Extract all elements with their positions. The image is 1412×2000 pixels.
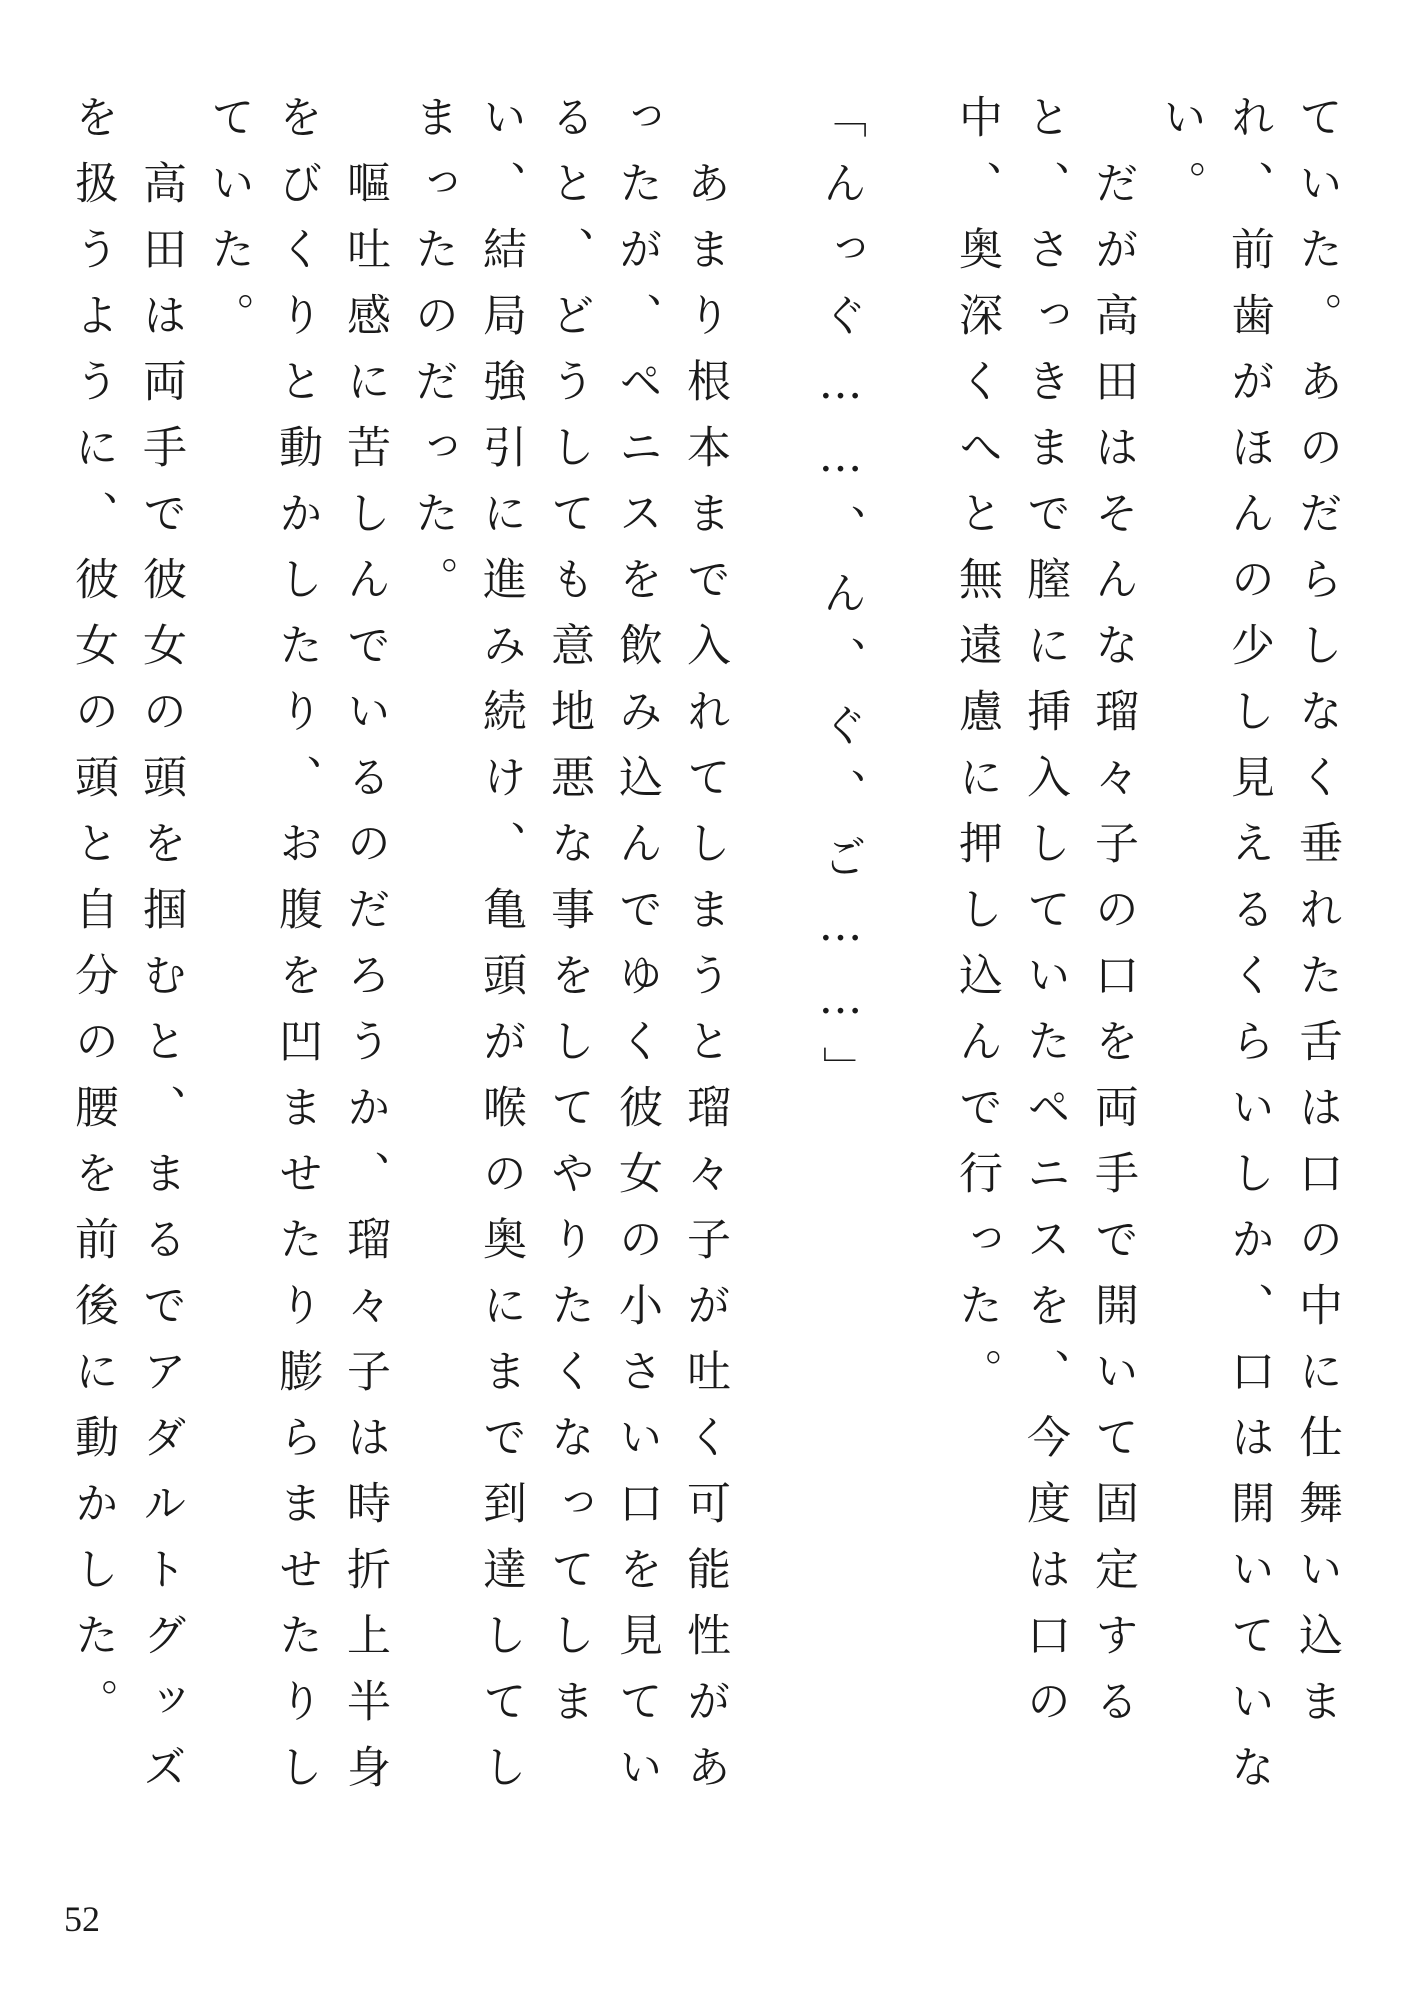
paragraph-3: あまり根本まで入れてしまうと瑠々子が吐く可能性があったが、ペニスを飲み込んでゆく彼女の小さい口を見ていると、どうしても意地悪な事をしてやりたくなってしまい、結局強引に進み続け、亀頭が喉の奥にまで到達してしまったのだった。: [407, 94, 730, 1810]
page-number: 52: [64, 1899, 100, 1939]
dialogue-1: 「んっぐ……、ん、ぐ、ご……」: [815, 94, 866, 1112]
paragraph-4: 嘔吐感に苦しんでいるのだろうか、瑠々子は時折上半身をびくりと動かしたり、お腹を凹ませたり膨らませたりしていた。: [203, 94, 390, 1810]
paragraph-5: 高田は両手で彼女の頭を掴むと、まるでアダルトグッズを扱うように、彼女の頭と自分の腰を前後に動かした。: [67, 94, 186, 1810]
paragraph-2: だが高田はそんな瑠々子の口を両手で開いて固定すると、さっきまで膣に挿入していたペニスを、今度は口の中、奥深くへと無遠慮に押し込んで行った。: [951, 94, 1138, 1744]
blank-line: [738, 94, 806, 1854]
paragraph-1: ていた。あのだらしなく垂れた舌は口の中に仕舞い込まれ、前歯がほんの少し見えるくらいしか、口は開いていない。: [1155, 94, 1342, 1810]
vertical-text-body: [50, 94, 1350, 1854]
blank-line: [50, 94, 58, 1854]
blank-line: [874, 94, 942, 1854]
